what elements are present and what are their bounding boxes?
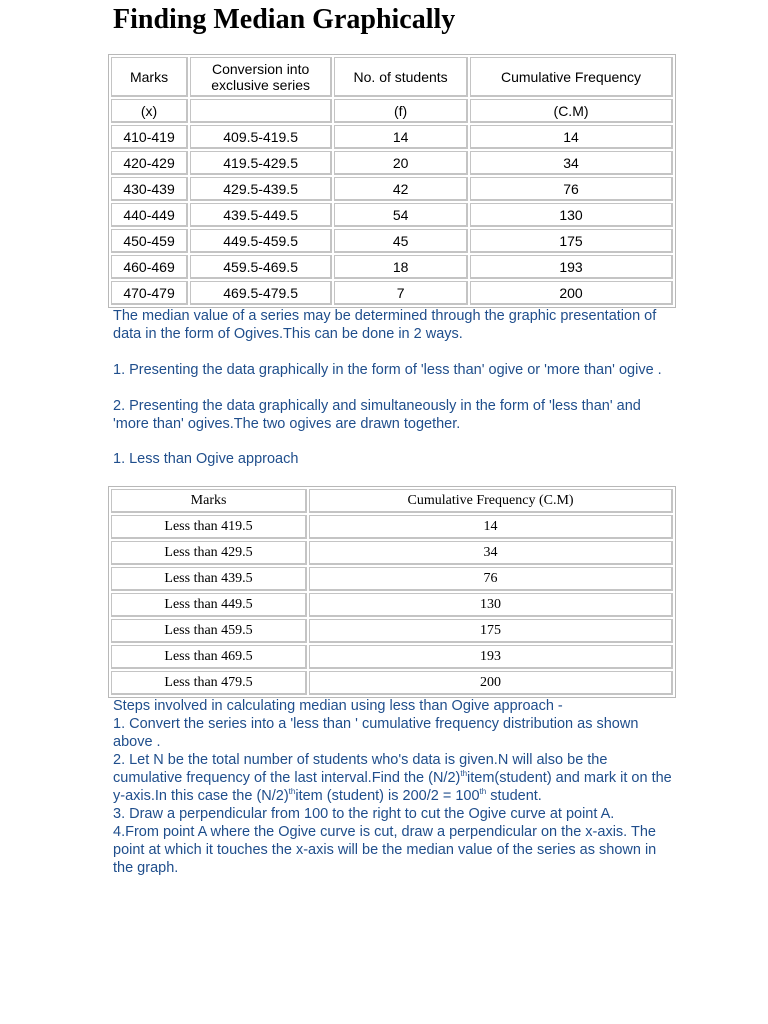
table-cell: 76: [470, 177, 673, 201]
table-header-row: [111, 57, 673, 97]
table-cell: 469.5-479.5: [190, 281, 332, 305]
table-cell: Less than 479.5: [111, 671, 307, 695]
table-cell: Less than 439.5: [111, 567, 307, 591]
header-cell: Cumulative Frequency (C.M): [309, 489, 673, 513]
step-two-text: item (student) is 200/2 = 100: [295, 788, 480, 804]
subheader-cell: (C.M): [470, 99, 673, 123]
table-cell: 130: [470, 203, 673, 227]
table-row: [111, 281, 673, 305]
table-cell: Less than 469.5: [111, 645, 307, 669]
table-cell: 459.5-469.5: [190, 255, 332, 279]
step-two: [113, 751, 673, 805]
table-subheader-row: [111, 99, 673, 123]
table-cell: 470-479: [111, 281, 188, 305]
intro-paragraph: The median value of a series may be determined through the graphic presentation of data in the form of Ogives.This can be done in 2 ways.: [113, 308, 657, 342]
table-cell: 34: [470, 151, 673, 175]
table-cell: 42: [334, 177, 468, 201]
approach-heading: 1. Less than Ogive approach: [113, 451, 299, 467]
table-cell: 449.5-459.5: [190, 229, 332, 253]
table-cell: 193: [470, 255, 673, 279]
table-cell: Less than 419.5: [111, 515, 307, 539]
frequency-table: [108, 54, 676, 308]
header-cell: Marks: [111, 57, 188, 97]
table-cell: 14: [309, 515, 673, 539]
table-cell: 200: [470, 281, 673, 305]
table-cell: Less than 459.5: [111, 619, 307, 643]
table-row: [111, 177, 673, 201]
table-cell: 34: [309, 541, 673, 565]
superscript: th: [288, 787, 296, 796]
header-cell: Cumulative Frequency: [470, 57, 673, 97]
superscript: th: [460, 769, 468, 778]
table-cell: 7: [334, 281, 468, 305]
table-row: [111, 255, 673, 279]
step-four: 4.From point A where the Ogive curve is cut, draw a perpendicular on the x-axis. The point at which it touches the x-axis will be the median value of the series as shown in the graph.: [113, 824, 657, 876]
table-cell: 430-439: [111, 177, 188, 201]
table-row: [111, 203, 673, 227]
table-header-row: [111, 489, 673, 513]
table-cell: 439.5-449.5: [190, 203, 332, 227]
table-cell: 450-459: [111, 229, 188, 253]
table-row: [111, 619, 673, 643]
subheader-cell: (x): [111, 99, 188, 123]
table-row: [111, 645, 673, 669]
table-cell: 440-449: [111, 203, 188, 227]
table-cell: 14: [334, 125, 468, 149]
table-cell: 175: [309, 619, 673, 643]
header-cell: No. of students: [334, 57, 468, 97]
steps-heading: Steps involved in calculating median using less than Ogive approach -: [113, 698, 563, 714]
step-three: 3. Draw a perpendicular from 100 to the right to cut the Ogive curve at point A.: [113, 806, 615, 822]
table-row: [111, 593, 673, 617]
table-cell: 193: [309, 645, 673, 669]
table-cell: 18: [334, 255, 468, 279]
table-row: [111, 671, 673, 695]
page-title: Finding Median Graphically: [113, 4, 456, 35]
superscript: th: [479, 787, 487, 796]
less-than-table: [108, 486, 676, 698]
table-cell: 20: [334, 151, 468, 175]
header-cell: Conversion into exclusive series: [190, 57, 332, 97]
subheader-cell: [190, 99, 332, 123]
step-two-text: student.: [490, 788, 542, 804]
table-row: [111, 515, 673, 539]
table-cell: 410-419: [111, 125, 188, 149]
table-cell: 14: [470, 125, 673, 149]
table-cell: 409.5-419.5: [190, 125, 332, 149]
table-cell: 420-429: [111, 151, 188, 175]
step-one: 1. Convert the series into a 'less than ' cumulative frequency distribution as shown above .: [113, 716, 639, 750]
table-cell: 45: [334, 229, 468, 253]
table-row: [111, 151, 673, 175]
table-cell: 429.5-439.5: [190, 177, 332, 201]
step-two-text: 2. Let N be the total number of students who's data is given.N will also be the cumulative frequency of the last interval.Find the (N/2): [113, 752, 608, 786]
table-cell: 54: [334, 203, 468, 227]
step-two-text: item(student) and mark it on the y-axis.In this case the (N/2): [113, 770, 672, 804]
table-cell: 460-469: [111, 255, 188, 279]
header-cell: Marks: [111, 489, 307, 513]
method-one: 1. Presenting the data graphically in the form of 'less than' ogive or 'more than' ogive .: [113, 362, 662, 378]
method-two: 2. Presenting the data graphically and simultaneously in the form of 'less than' and 'more than' ogives.The two ogives are drawn together.: [113, 398, 641, 432]
subheader-cell: (f): [334, 99, 468, 123]
table-row: [111, 125, 673, 149]
table-row: [111, 567, 673, 591]
table-row: [111, 229, 673, 253]
table-cell: 130: [309, 593, 673, 617]
table-cell: 175: [470, 229, 673, 253]
table-cell: Less than 449.5: [111, 593, 307, 617]
table-cell: 419.5-429.5: [190, 151, 332, 175]
table-cell: Less than 429.5: [111, 541, 307, 565]
table-cell: 76: [309, 567, 673, 591]
table-row: [111, 541, 673, 565]
table-cell: 200: [309, 671, 673, 695]
